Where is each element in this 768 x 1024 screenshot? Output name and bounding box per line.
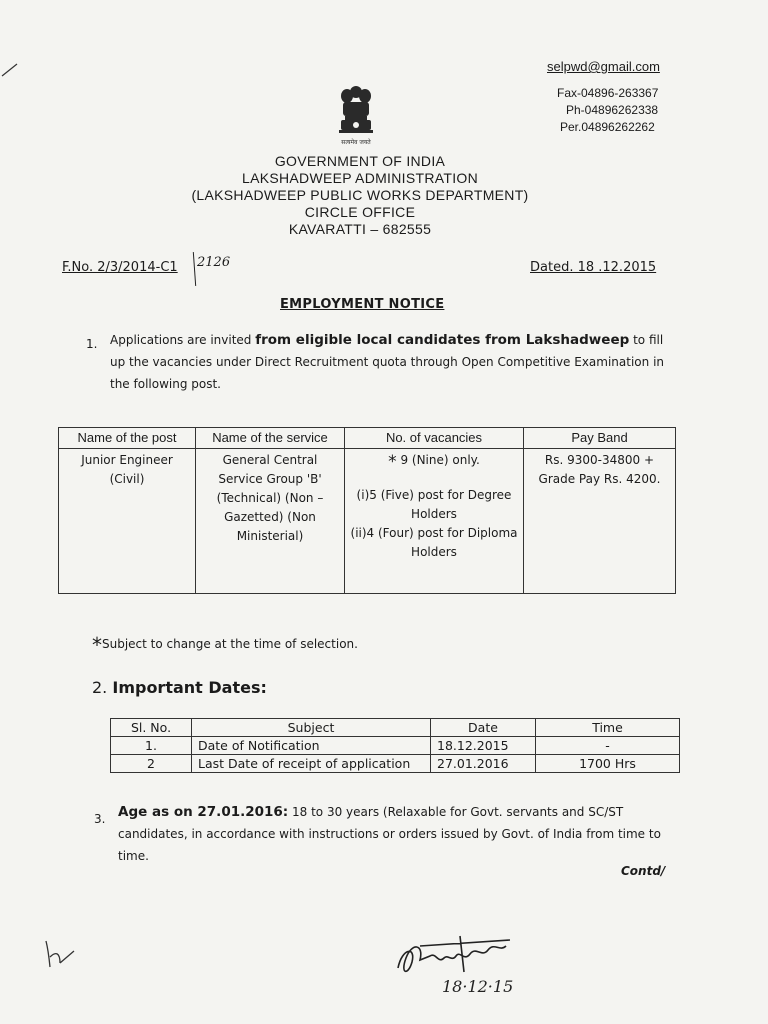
post-table-header-pay: Pay Band <box>524 428 676 449</box>
para1-text-bold: from eligible local candidates from Lakshadweep <box>255 332 630 348</box>
header-line-office: CIRCLE OFFICE <box>304 204 416 220</box>
section2-title: Important Dates: <box>112 678 267 697</box>
svg-text:सत्यमेव जयते: सत्यमेव जयते <box>341 139 371 146</box>
post-name: Junior Engineer (Civil) <box>59 449 196 594</box>
vacancy-diploma: (ii)4 (Four) post for Diploma Holders <box>350 526 518 559</box>
dates-cell-time: - <box>536 737 680 755</box>
post-table-header-service: Name of the service <box>196 428 345 449</box>
section2-heading <box>92 678 267 697</box>
header-line-administration: LAKSHADWEEP ADMINISTRATION <box>242 170 478 186</box>
service-name: General Central Service Group 'B' (Technical) (Non – Gazetted) (Non Ministerial) <box>196 449 345 594</box>
subject-note-text: Subject to change at the time of selection. <box>102 637 358 651</box>
dates-cell-date: 27.01.2016 <box>431 755 536 773</box>
post-table-header-post: Name of the post <box>59 428 196 449</box>
handwritten-initial <box>40 937 80 971</box>
notice-title: EMPLOYMENT NOTICE <box>280 297 445 312</box>
dates-cell-slno: 2 <box>111 755 192 773</box>
dates-header-subject: Subject <box>192 719 431 737</box>
para1-number: 1. <box>86 337 98 351</box>
notice-date: Dated. 18 .12.2015 <box>530 260 657 275</box>
para1-text-b: to fill up the vacancies under Direct Recruitment quota through Open Competitive Examination in the following post. <box>110 333 665 391</box>
signature <box>390 928 530 998</box>
file-number-handwritten: 2126 <box>197 255 231 270</box>
post-table-header-row <box>59 428 676 449</box>
para3-text <box>118 801 678 867</box>
signature-date: 18·12·15 <box>442 977 514 996</box>
section2-number: 2. <box>92 678 108 697</box>
dates-header-date: Date <box>431 719 536 737</box>
dates-cell-slno: 1. <box>111 737 192 755</box>
vacancy-cell <box>345 449 524 594</box>
para3-bold: Age as on 27.01.2016: <box>118 804 289 820</box>
post-table-header-vacancies: No. of vacancies <box>345 428 524 449</box>
post-table-row <box>59 449 676 594</box>
subject-note-star: * <box>92 633 102 657</box>
dates-cell-subject: Last Date of receipt of application <box>192 755 431 773</box>
pay-band: Rs. 9300-34800 + Grade Pay Rs. 4200. <box>524 449 676 594</box>
dates-cell-subject: Date of Notification <box>192 737 431 755</box>
vacancy-main-text: 9 (Nine) only. <box>400 453 480 467</box>
subject-note <box>92 633 358 657</box>
dates-table-header-row <box>111 719 680 737</box>
header-line-department: (LAKSHADWEEP PUBLIC WORKS DEPARTMENT) <box>191 187 529 203</box>
para3-number: 3. <box>94 812 106 826</box>
continued-marker: Contd/ <box>621 864 666 878</box>
file-number-divider <box>193 252 196 286</box>
dates-table <box>110 718 680 773</box>
para1-text <box>110 329 670 395</box>
table-row <box>111 755 680 773</box>
para3-body: 18 to 30 years (Relaxable for Govt. servants and SC/ST candidates, in accordance with instructions or orders issued by Govt. of India from time to time. <box>118 805 661 863</box>
file-number: F.No. 2/3/2014-C1 <box>62 260 178 275</box>
post-table <box>58 427 676 594</box>
vacancy-main <box>349 451 519 472</box>
contact-email: selpwd@gmail.com <box>547 59 660 74</box>
contact-fax: Fax-04896-263367 <box>557 86 659 100</box>
margin-tick-mark <box>0 60 20 80</box>
dates-header-slno: Sl. No. <box>111 719 192 737</box>
vacancy-degree: (i)5 (Five) post for Degree Holders <box>356 488 512 521</box>
contact-phone: Ph-04896262338 <box>566 103 659 117</box>
dates-header-time: Time <box>536 719 680 737</box>
header-line-address: KAVARATTI – 682555 <box>288 221 432 237</box>
header-line-government: GOVERNMENT OF INDIA <box>274 153 446 169</box>
national-emblem-icon <box>333 82 379 148</box>
table-row <box>111 737 680 755</box>
contact-personal-phone: Per.04896262262 <box>560 120 655 134</box>
dates-cell-time: 1700 Hrs <box>536 755 680 773</box>
dates-cell-date: 18.12.2015 <box>431 737 536 755</box>
para1-text-a: Applications are invited <box>110 333 256 347</box>
vacancy-star: * <box>388 452 397 472</box>
